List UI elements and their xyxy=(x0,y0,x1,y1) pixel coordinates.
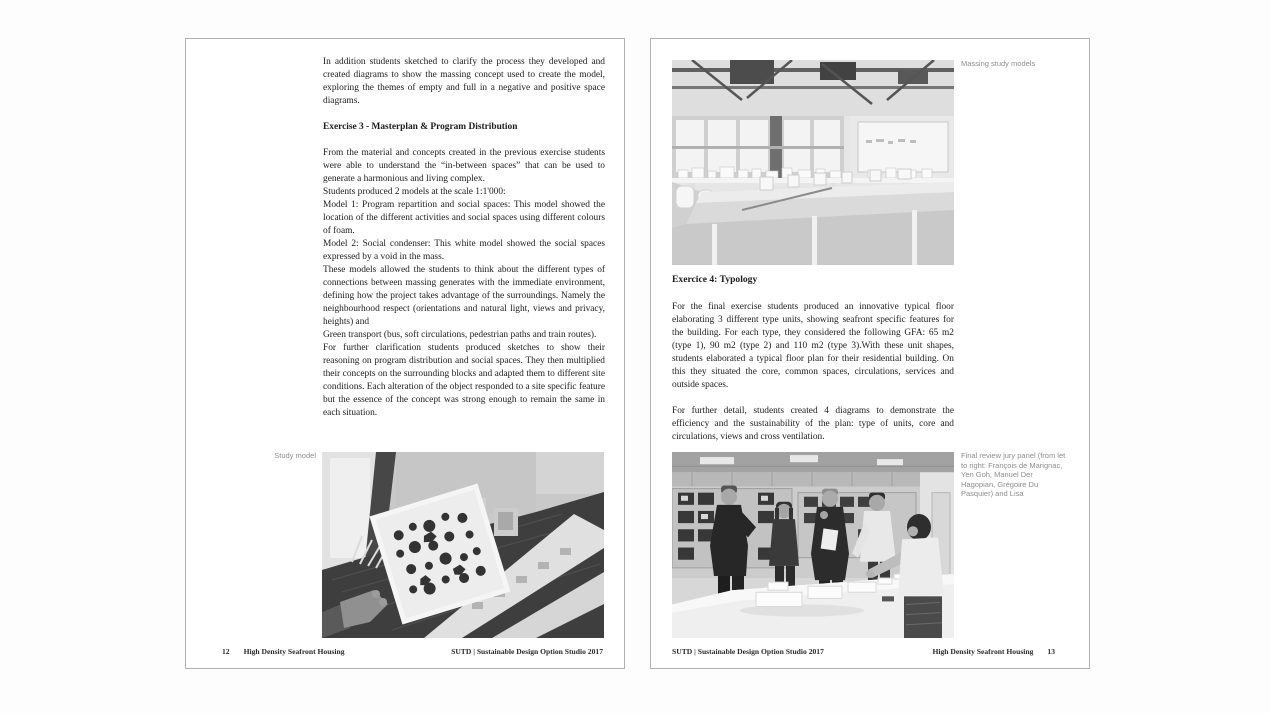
right-text-column xyxy=(672,301,954,444)
page-number: 13 xyxy=(1047,647,1055,656)
massing-models-caption: Massing study models xyxy=(961,59,1036,68)
page-number: 12 xyxy=(222,647,230,656)
paragraph: Students produced 2 models at the scale 1:1'000: xyxy=(323,187,506,197)
study-model-photo xyxy=(322,452,604,638)
footer-series-title: High Density Seafront Housing xyxy=(932,647,1034,656)
left-text-column xyxy=(323,56,605,420)
paragraph: These models allowed the students to think about the different types of connections between massing generates with the immediate environment, defining how the project takes advantage of the surroundings. Namely the neighbourhood respect (orientations and natural light, views and privacy, heights) and xyxy=(323,265,605,327)
paragraph: Model 1: Program repartition and social spaces: This model showed the location of the different activities and social spaces using different colours of foam. xyxy=(323,200,605,236)
jury-panel-photo-art xyxy=(672,452,954,638)
page-right xyxy=(650,38,1090,669)
paragraph: For further clarification students produced sketches to show their reasoning on program distribution and social spaces. They then multiplied their concepts on the surrounding blocks and adapted them to different site conditions. Each alteration of the object responded to a site specific feature but the essence of the concept was strong enough to remain the same in each situation. xyxy=(323,343,605,418)
section-heading-exercise-3: Exercise 3 - Masterplan & Program Distribution xyxy=(323,122,518,132)
paragraph: Model 2: Social condenser: This white model showed the social spaces expressed by a void in the mass. xyxy=(323,239,605,262)
left-page-footer xyxy=(186,647,624,656)
jury-panel-photo xyxy=(672,452,954,638)
study-model-photo-art xyxy=(322,452,604,638)
footer-studio-title: SUTD | Sustainable Design Option Studio 2017 xyxy=(672,647,824,656)
footer-studio-title: SUTD | Sustainable Design Option Studio 2017 xyxy=(451,647,603,656)
paragraph: From the material and concepts created in the previous exercise students were able to understand the “in-between spaces” that can be used to generate a harmonious and living complex. xyxy=(323,148,605,184)
paragraph-diagrams: For further detail, students created 4 diagrams to demonstrate the efficiency and the sustainability of the plan: type of units, core and circulations, views and cross ventilation. xyxy=(672,406,954,442)
jury-panel-caption: Final review jury panel (from let to right: François de Marignac, Yen Goh, Manuel Der Hagopian, Grégoire Du Pasquier) and Lisa xyxy=(961,451,1066,499)
footer-left-group xyxy=(222,647,345,656)
footer-series-title: High Density Seafront Housing xyxy=(243,647,345,656)
paragraph-typology: For the final exercise students produced an innovative typical floor elaborating 3 different type units, showing seafront specific features for the building. For each type, they considered the following GFA: 65 m2 (type 1), 90 m2 (type 2) and 110 m2 (type 3).With these unit shapes, students elaborated a typical floor plan for their residential building. On this they situated the core, common spaces, circulations, services and outside spaces. xyxy=(672,302,954,390)
right-page-footer xyxy=(651,647,1089,656)
study-model-caption: Study model xyxy=(274,451,316,460)
page-left xyxy=(185,38,625,669)
paragraph-intro: In addition students sketched to clarify the process they developed and created diagrams to show the massing concept used to create the model, exploring the themes of empty and full in a negative and positive space diagrams. xyxy=(323,57,605,106)
massing-models-photo xyxy=(672,60,954,265)
paragraph: Green transport (bus, soft circulations, pedestrian paths and train routes). xyxy=(323,330,597,340)
massing-models-photo-art xyxy=(672,60,954,265)
footer-right-group xyxy=(932,647,1055,656)
section-heading-exercice-4: Exercice 4: Typology xyxy=(672,274,758,285)
